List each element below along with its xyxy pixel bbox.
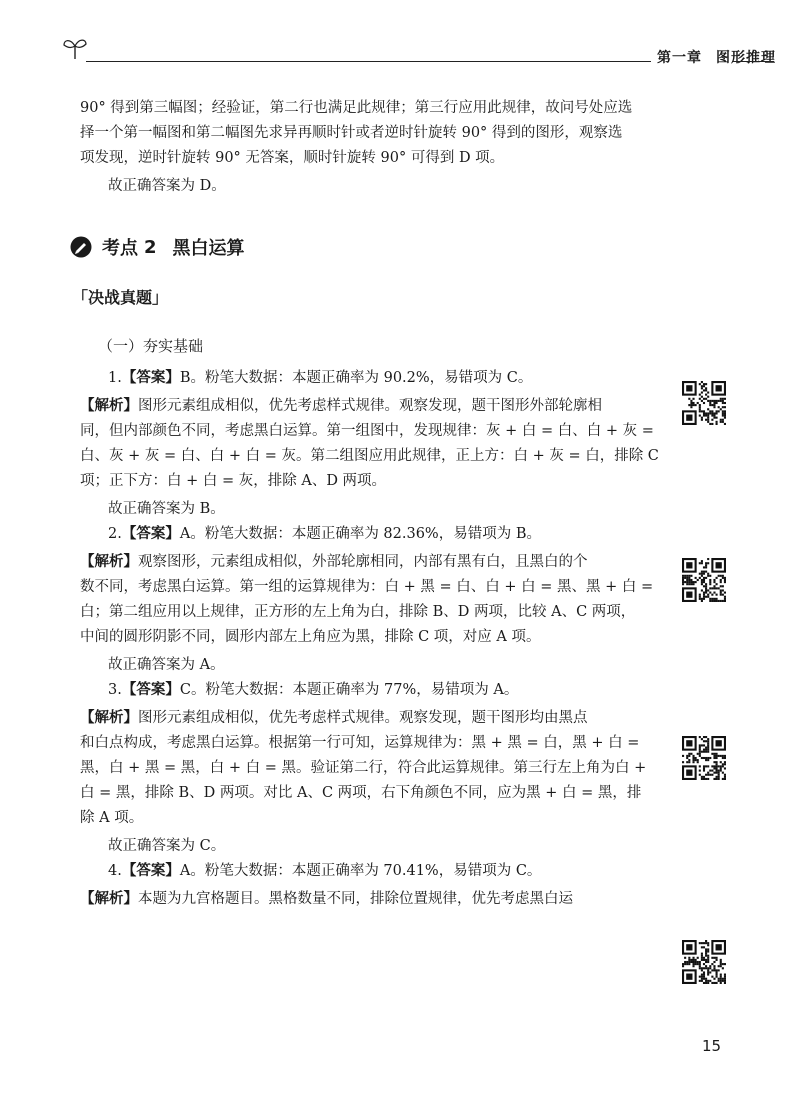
answer-text: A。粉笔大数据：本题正确率为 70.41%，易错项为 C。 (179, 863, 542, 879)
question-number: 2. (108, 526, 122, 542)
answer-text: C。粉笔大数据：本题正确率为 77%，易错项为 A。 (179, 682, 519, 698)
intro-line-1: 90° 得到第三幅图；经验证，第二行也满足此规律；第三行应用此规律，故问号处应选 (80, 100, 633, 116)
chapter-label (657, 47, 776, 67)
qr-code-icon[interactable] (682, 381, 726, 425)
analysis-line: 和白点构成，考虑黑白运算。根据第一行可知，运算规律为：黑 + 黑 = 白，黑 + 白 = (80, 735, 640, 751)
analysis-line: 白、灰 + 灰 = 白、白 + 白 = 灰。第二组图应用此规律，正上方：白 + 灰 = 白，排除 C (80, 448, 659, 464)
section-prefix: 考点 (102, 238, 138, 259)
analysis-label: 【解析】 (80, 710, 138, 726)
chapter-number: 第一章 (657, 50, 702, 66)
analysis-text: 观察图形，元素组成相似，外部轮廓相同，内部有黑有白，且黑白的个 (138, 554, 588, 570)
answer-line (80, 522, 668, 547)
analysis-line: 除 A 项。 (80, 810, 144, 826)
answer-text: B。粉笔大数据：本题正确率为 90.2%，易错项为 C。 (179, 370, 533, 386)
analysis-line (80, 550, 668, 575)
subsection-title: （一）夯实基础 (98, 337, 204, 355)
answer-label: 【答案】 (121, 682, 180, 698)
answer-line (80, 678, 668, 703)
analysis-line: 白；第二组应用以上规律，正方形的左上角为白，排除 B、D 两项，比较 A、C 两项， (80, 604, 636, 620)
analysis-line: 项；正下方：白 + 白 = 灰，排除 A、D 两项。 (80, 473, 387, 489)
pen-badge-icon (70, 236, 92, 258)
qr-code-icon[interactable] (682, 736, 726, 780)
analysis-line (80, 394, 668, 419)
analysis-text: 图形元素组成相似，优先考虑样式规律。观察发现，题干图形外部轮廓相 (138, 398, 602, 414)
header-rule-left (86, 61, 651, 62)
sprout-icon (62, 36, 88, 60)
answer-label: 【答案】 (121, 370, 180, 386)
analysis-line: 白 = 黑，排除 B、D 两项。对比 A、C 两项，右下角颜色不同，应为黑 + 白 = 黑，排 (80, 785, 642, 801)
analysis-line (80, 706, 668, 731)
question-1 (80, 366, 668, 522)
question-conclusion: 故正确答案为 A。 (108, 657, 225, 673)
intro-conclusion: 故正确答案为 D。 (108, 178, 226, 194)
section-title: 黑白运算 (172, 238, 245, 259)
analysis-label: 【解析】 (80, 891, 138, 907)
question-2 (80, 522, 668, 678)
analysis-text: 本题为九宫格题目。黑格数量不同，排除位置规律，优先考虑黑白运 (138, 891, 573, 907)
analysis-text: 图形元素组成相似，优先考虑样式规律。观察发现，题干图形均由黑点 (138, 710, 588, 726)
question-conclusion: 故正确答案为 C。 (108, 838, 226, 854)
answer-label: 【答案】 (121, 863, 180, 879)
analysis-line: 黑，白 + 黑 = 黑，白 + 白 = 黑。验证第二行，符合此运算规律。第三行左上角为白 + (80, 760, 647, 776)
question-conclusion: 故正确答案为 B。 (108, 501, 225, 517)
analysis-label: 【解析】 (80, 398, 138, 414)
chapter-title: 图形推理 (716, 50, 776, 66)
header-rule-right (732, 61, 774, 62)
question-number: 1. (108, 370, 122, 386)
question-4 (80, 859, 668, 912)
analysis-line (80, 887, 668, 912)
question-number: 4. (108, 863, 122, 879)
analysis-label: 【解析】 (80, 554, 138, 570)
answer-label: 【答案】 (121, 526, 180, 542)
page-content (72, 96, 668, 912)
analysis-line: 同，但内部颜色不同，考虑黑白运算。第一组图中，发现规律：灰 + 白 = 白、白 + 灰 = (80, 423, 654, 439)
answer-text: A。粉笔大数据：本题正确率为 82.36%，易错项为 B。 (179, 526, 541, 542)
answer-line (80, 366, 668, 391)
section-number: 2 (144, 236, 157, 258)
intro-line-2: 择一个第一幅图和第二幅图先求异再顺时针或者逆时针旋转 90° 得到的图形，观察选 (80, 125, 623, 141)
qr-code-icon[interactable] (682, 558, 726, 602)
question-number: 3. (108, 682, 122, 698)
answer-line (80, 859, 668, 884)
analysis-line: 数不同，考虑黑白运算。第一组的运算规律为：白 + 黑 = 白、白 + 白 = 黑、黑 + 白 = (80, 579, 654, 595)
box-title: 「决战真题」 (72, 288, 169, 307)
section-heading (80, 232, 668, 262)
page-number: 15 (702, 1037, 722, 1055)
running-header (62, 30, 774, 70)
intro-line-3: 项发现，逆时针旋转 90° 无答案，顺时针旋转 90° 可得到 D 项。 (80, 150, 505, 166)
qr-code-icon[interactable] (682, 940, 726, 984)
analysis-line: 中间的圆形阴影不同，圆形内部左上角应为黑，排除 C 项，对应 A 项。 (80, 629, 541, 645)
question-3 (80, 678, 668, 859)
